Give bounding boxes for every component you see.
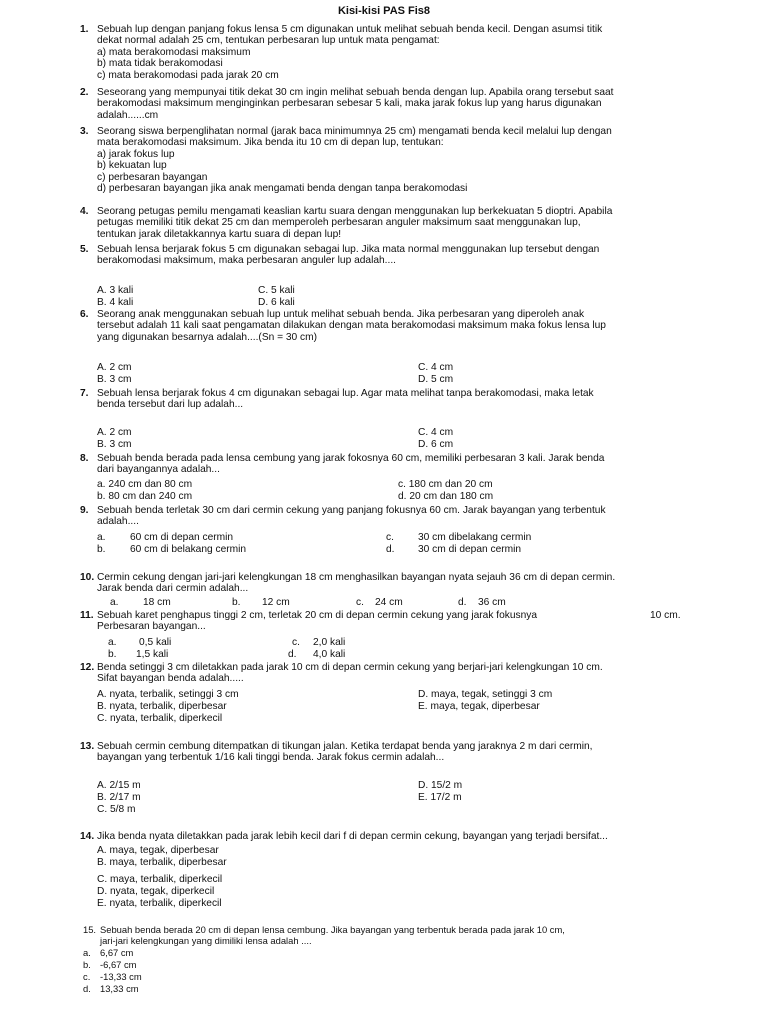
option-letter: b. bbox=[83, 959, 91, 970]
question-number: 8. bbox=[80, 453, 89, 464]
answer-option: C. nyata, terbalik, diperkecil bbox=[97, 713, 223, 724]
question-text: Sebuah karet penghapus tinggi 2 cm, terletak 20 cm di depan cermin cekung yang jarak fokusnya bbox=[97, 610, 538, 621]
question-text: Jika benda nyata diletakkan pada jarak lebih kecil dari f di depan cermin cekung, bayangan yang terjadi bersifat... bbox=[97, 831, 608, 842]
question-text: dari bayangannya adalah... bbox=[97, 464, 220, 476]
question-number: 11. bbox=[80, 610, 94, 621]
question-12 bbox=[80, 662, 692, 685]
option-letter: c. bbox=[386, 532, 394, 543]
question-text: berakomodasi maksimum, maka perbesaran anguler lup adalah.... bbox=[97, 255, 396, 267]
answer-option: -13,33 cm bbox=[100, 971, 142, 982]
question-5 bbox=[80, 244, 692, 267]
option-letter: c. bbox=[356, 597, 364, 608]
answer-option: C. 4 cm bbox=[418, 427, 454, 438]
question-text: Sebuah lensa berjarak fokus 4 cm digunakan sebagai lup. Agar mata melihat tanpa berakomodasi, maka letak bbox=[97, 388, 594, 399]
question-1 bbox=[80, 24, 692, 81]
answer-option: 13,33 cm bbox=[100, 983, 139, 994]
document-title: Kisi-kisi PAS Fis8 bbox=[337, 5, 431, 17]
question-text: Sebuah benda berada 20 cm di depan lensa cembung. Jika bayangan yang terbentuk berada pada jarak 10 cm, bbox=[100, 924, 565, 935]
question-text: bayangan yang terbentuk 1/16 kali tinggi benda. Jarak fokus cermin adalah... bbox=[97, 752, 445, 764]
question-text: Seorang petugas pemilu mengamati keaslian kartu suara dengan menggunakan lup berkekuatan 5 dioptri. Apabila bbox=[97, 206, 613, 217]
answer-option: D. nyata, tegak, diperkecil bbox=[97, 886, 215, 897]
question-number: 13. bbox=[80, 741, 95, 752]
answer-option: 60 cm di depan cermin bbox=[130, 532, 234, 543]
answer-option: 18 cm bbox=[143, 597, 171, 608]
option-letter: c. bbox=[292, 637, 300, 648]
question-text: Sebuah lup dengan panjang fokus lensa 5 cm digunakan untuk melihat sebuah benda kecil. Dengan asumsi titik bbox=[97, 24, 603, 35]
question-text-tail: 10 cm. bbox=[650, 610, 681, 621]
question-number: 10. bbox=[80, 572, 95, 583]
answer-option: 30 cm dibelakang cermin bbox=[418, 532, 532, 543]
answer-option: E. 17/2 m bbox=[418, 792, 462, 803]
answer-option: 60 cm di belakang cermin bbox=[130, 544, 247, 555]
question-text: mata berakomodasi maksimum. Jika benda itu 10 cm di depan lup, tentukan: bbox=[97, 137, 444, 149]
answer-option: C. 5 kali bbox=[258, 285, 295, 296]
answer-option: 36 cm bbox=[478, 597, 506, 608]
answer-option: a. 240 cm dan 80 cm bbox=[97, 479, 193, 490]
answer-option: E. maya, tegak, diperbesar bbox=[418, 701, 540, 712]
option-letter: d. bbox=[83, 983, 91, 994]
question-text: Sebuah lensa berjarak fokus 5 cm digunakan sebagai lup. Jika mata normal menggunakan lup tersebut dengan bbox=[97, 244, 600, 255]
answer-option: A. 2 cm bbox=[97, 362, 132, 373]
option-letter: a. bbox=[110, 597, 119, 608]
answer-option: B. nyata, terbalik, diperbesar bbox=[97, 701, 227, 712]
sub-item: d) perbesaran bayangan jika anak mengamati benda dengan tanpa berakomodasi bbox=[97, 183, 468, 195]
answer-option: C. 5/8 m bbox=[97, 804, 136, 815]
answer-option: B. 4 kali bbox=[97, 297, 134, 308]
question-text: adalah.... bbox=[97, 516, 139, 528]
sub-item: a) mata berakomodasi maksimum bbox=[97, 46, 251, 58]
answer-option: 4,0 kali bbox=[313, 649, 346, 660]
question-number: 7. bbox=[80, 388, 89, 399]
answer-option: B. 3 cm bbox=[97, 439, 132, 450]
option-letter: c. bbox=[83, 971, 91, 982]
question-text: Sebuah benda terletak 30 cm dari cermin cekung yang panjang fokusnya 60 cm. Jarak bayangan yang terbentuk bbox=[97, 505, 606, 516]
answer-option: E. nyata, terbalik, diperkecil bbox=[97, 898, 222, 909]
question-number: 1. bbox=[80, 24, 89, 35]
question-6 bbox=[80, 309, 692, 343]
answer-option: 2,0 kali bbox=[313, 637, 346, 648]
question-text: Sebuah benda berada pada lensa cembung yang jarak fokosnya 60 cm, memiliki perbesaran 3 kali. Jarak benda bbox=[97, 453, 605, 464]
question-text: Jarak benda dari cermin adalah... bbox=[97, 583, 249, 595]
answer-option: C. maya, terbalik, diperkecil bbox=[97, 874, 223, 885]
answer-option: B. maya, terbalik, diperbesar bbox=[97, 857, 227, 868]
question-text: jari-jari kelengkungan yang dimiliki lensa adalah .... bbox=[100, 934, 312, 946]
answer-option: D. 15/2 m bbox=[418, 780, 463, 791]
answer-option: 0,5 kali bbox=[139, 637, 172, 648]
question-11 bbox=[80, 610, 692, 633]
sub-item: c) perbesaran bayangan bbox=[97, 171, 208, 183]
option-letter: b. bbox=[97, 544, 106, 555]
question-number: 14. bbox=[80, 831, 95, 842]
option-letter: a. bbox=[108, 637, 117, 648]
question-text: Sifat bayangan benda adalah..... bbox=[97, 673, 244, 685]
answer-option: D. maya, tegak, setinggi 3 cm bbox=[418, 689, 553, 700]
answer-option: D. 6 cm bbox=[418, 439, 454, 450]
question-text: Sebuah cermin cembung ditempatkan di tikungan jalan. Ketika terdapat benda yang jaraknya 2 m dari cermin, bbox=[97, 741, 593, 752]
question-number: 12. bbox=[80, 662, 95, 673]
option-letter: d. bbox=[386, 544, 395, 555]
answer-option: A. 2/15 m bbox=[97, 780, 141, 791]
question-number: 5. bbox=[80, 244, 89, 255]
question-text: benda tersebut dari lup adalah... bbox=[97, 399, 244, 411]
option-letter: d. bbox=[458, 597, 467, 608]
question-text: Seorang anak menggunakan sebuah lup untuk melihat sebuah benda. Jika perbesaran yang diperoleh anak bbox=[97, 309, 585, 320]
question-4 bbox=[80, 206, 692, 240]
answer-option: D. 5 cm bbox=[418, 374, 454, 385]
question-number: 4. bbox=[80, 206, 89, 217]
sub-item: c) mata berakomodasi pada jarak 20 cm bbox=[97, 69, 279, 81]
answer-option: B. 3 cm bbox=[97, 374, 132, 385]
question-text: dekat normal adalah 25 cm, tentukan perbesaran lup untuk mata pengamat: bbox=[97, 35, 440, 47]
answer-option: D. 6 kali bbox=[258, 297, 295, 308]
answer-option: b. 80 cm dan 240 cm bbox=[97, 491, 193, 502]
question-text: berakomodasi maksimum menginginkan perbesaran sebesar 5 kali, maka jarak fokus lup yang harus digunakan bbox=[97, 98, 602, 110]
question-text: petugas memiliki titik dekat 25 cm dan memperoleh perbesaran anguler maksimum saat menggunakan lup, bbox=[97, 217, 581, 229]
option-letter: a. bbox=[97, 532, 106, 543]
question-number: 15. bbox=[83, 924, 97, 935]
question-number: 6. bbox=[80, 309, 89, 320]
option-letter: d. bbox=[288, 649, 297, 660]
question-text: tersebut adalah 11 kali saat pengamatan dilakukan dengan mata berakomodasi maksimum maka fokus lensa lup bbox=[97, 320, 606, 332]
answer-option: d. 20 cm dan 180 cm bbox=[398, 491, 494, 502]
answer-option: B. 2/17 m bbox=[97, 792, 141, 803]
question-text: Perbesaran bayangan... bbox=[97, 621, 206, 633]
question-text: yang digunakan besarnya adalah....(Sn = 30 cm) bbox=[97, 331, 318, 343]
question-text: Seorang siswa berpenglihatan normal (jarak baca minimumnya 25 cm) mengamati benda kecil melalui lup dengan bbox=[97, 126, 612, 137]
question-14 bbox=[80, 831, 692, 842]
question-text: Cermin cekung dengan jari-jari kelengkungan 18 cm menghasilkan bayangan nyata sejauh 36 cm di depan cermin. bbox=[97, 572, 616, 583]
question-text: Seseorang yang mempunyai titik dekat 30 cm ingin melihat sebuah benda dengan lup. Apabila orang tersebut saat bbox=[97, 87, 614, 98]
answer-option: A. 3 kali bbox=[97, 285, 134, 296]
question-2 bbox=[80, 87, 692, 121]
question-number: 9. bbox=[80, 505, 89, 516]
question-8 bbox=[80, 453, 692, 476]
answer-option: c. 180 cm dan 20 cm bbox=[398, 479, 493, 490]
question-text: tentukan jarak diletakkannya kartu suara di depan lup! bbox=[97, 228, 342, 240]
answer-option: 12 cm bbox=[262, 597, 290, 608]
question-text: adalah......cm bbox=[97, 109, 159, 121]
question-7 bbox=[80, 388, 692, 411]
question-13 bbox=[80, 741, 692, 764]
question-number: 3. bbox=[80, 126, 89, 137]
answer-option: 1,5 kali bbox=[136, 649, 169, 660]
option-letter: b. bbox=[232, 597, 241, 608]
question-text: Benda setinggi 3 cm diletakkan pada jarak 10 cm di depan cermin cekung yang berjari-jari kelengkungan 10 cm. bbox=[97, 662, 603, 673]
answer-option: 30 cm di depan cermin bbox=[418, 544, 522, 555]
answer-option: A. 2 cm bbox=[97, 427, 132, 438]
option-letter: b. bbox=[108, 649, 117, 660]
question-10 bbox=[80, 572, 692, 595]
answer-option: A. nyata, terbalik, setinggi 3 cm bbox=[97, 689, 239, 700]
sub-item: a) jarak fokus lup bbox=[97, 148, 175, 160]
answer-option: 6,67 cm bbox=[100, 947, 134, 958]
sub-item: b) mata tidak berakomodasi bbox=[97, 58, 223, 70]
question-3 bbox=[80, 126, 692, 194]
answer-option: A. maya, tegak, diperbesar bbox=[97, 845, 219, 856]
option-letter: a. bbox=[83, 947, 91, 958]
answer-option: -6,67 cm bbox=[100, 959, 137, 970]
sub-item: b) kekuatan lup bbox=[97, 160, 167, 172]
answer-option: C. 4 cm bbox=[418, 362, 454, 373]
question-number: 2. bbox=[80, 87, 89, 98]
answer-option: 24 cm bbox=[375, 597, 403, 608]
question-15 bbox=[83, 925, 695, 946]
question-9 bbox=[80, 505, 692, 528]
